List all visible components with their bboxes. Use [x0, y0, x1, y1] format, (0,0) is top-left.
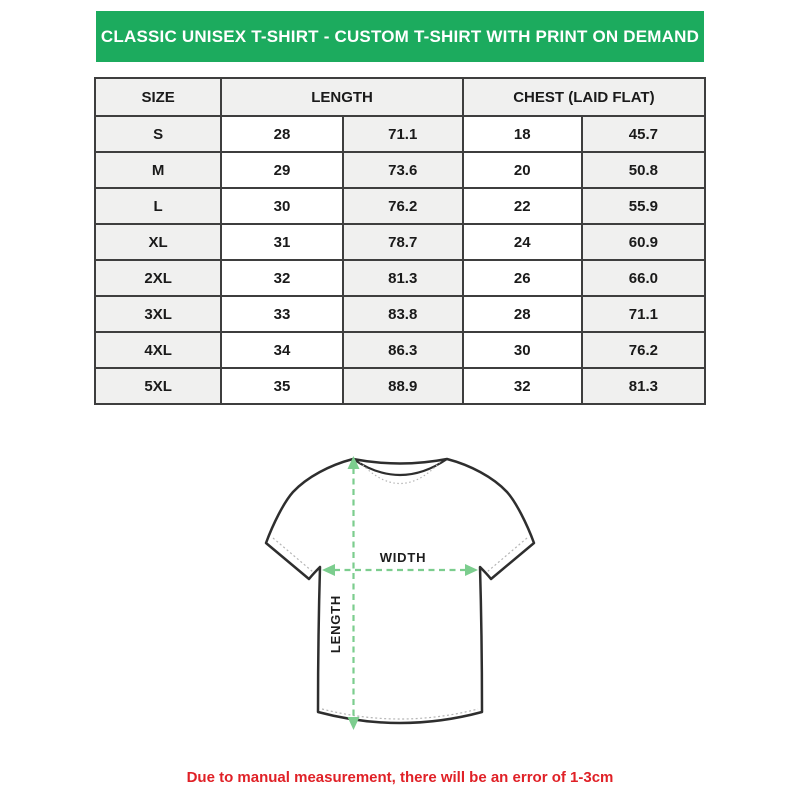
size-chart-page [94, 0, 706, 786]
size-label: S [95, 116, 221, 152]
size-label: L [95, 188, 221, 224]
col-header-chest: CHEST (LAID FLAT) [463, 78, 705, 116]
size-table [94, 77, 706, 405]
length-inches: 28 [221, 116, 342, 152]
table-row [95, 188, 705, 224]
chest-inches: 28 [463, 296, 582, 332]
size-label: 3XL [95, 296, 221, 332]
length-cm: 73.6 [343, 152, 463, 188]
length-inches: 31 [221, 224, 342, 260]
title-banner [96, 11, 704, 62]
length-inches: 29 [221, 152, 342, 188]
chest-inches: 18 [463, 116, 582, 152]
chest-inches: 32 [463, 368, 582, 404]
table-row [95, 152, 705, 188]
length-cm: 86.3 [343, 332, 463, 368]
length-inches: 30 [221, 188, 342, 224]
chest-inches: 26 [463, 260, 582, 296]
length-cm: 88.9 [343, 368, 463, 404]
table-row [95, 296, 705, 332]
tshirt-measurement-diagram [240, 432, 560, 762]
length-cm: 71.1 [343, 116, 463, 152]
length-cm: 83.8 [343, 296, 463, 332]
chest-inches: 30 [463, 332, 582, 368]
page-title: CLASSIC UNISEX T-SHIRT - CUSTOM T-SHIRT WITH PRINT ON DEMAND [100, 26, 700, 46]
chest-inches: 24 [463, 224, 582, 260]
length-cm: 81.3 [343, 260, 463, 296]
size-label: 2XL [95, 260, 221, 296]
length-inches: 33 [221, 296, 342, 332]
chest-cm: 81.3 [582, 368, 705, 404]
width-label: WIDTH [379, 550, 427, 565]
col-header-size: SIZE [95, 78, 221, 116]
table-row [95, 368, 705, 404]
measurement-note: Due to manual measurement, there will be an error of 1-3cm [186, 769, 614, 786]
table-row [95, 224, 705, 260]
chest-cm: 76.2 [582, 332, 705, 368]
tshirt-outline [266, 459, 534, 723]
size-label: 4XL [95, 332, 221, 368]
length-cm: 76.2 [343, 188, 463, 224]
length-inches: 34 [221, 332, 342, 368]
size-label: M [95, 152, 221, 188]
length-label: LENGTH [328, 594, 343, 654]
length-inches: 35 [221, 368, 342, 404]
chest-cm: 66.0 [582, 260, 705, 296]
chest-cm: 71.1 [582, 296, 705, 332]
length-cm: 78.7 [343, 224, 463, 260]
col-header-length: LENGTH [221, 78, 463, 116]
table-row [95, 116, 705, 152]
length-inches: 32 [221, 260, 342, 296]
size-label: XL [95, 224, 221, 260]
table-row [95, 332, 705, 368]
chest-inches: 22 [463, 188, 582, 224]
size-table-header-row [95, 78, 705, 116]
size-label: 5XL [95, 368, 221, 404]
table-row [95, 260, 705, 296]
chest-cm: 50.8 [582, 152, 705, 188]
chest-cm: 60.9 [582, 224, 705, 260]
chest-cm: 45.7 [582, 116, 705, 152]
chest-inches: 20 [463, 152, 582, 188]
chest-cm: 55.9 [582, 188, 705, 224]
arrow-down-head [348, 717, 360, 730]
